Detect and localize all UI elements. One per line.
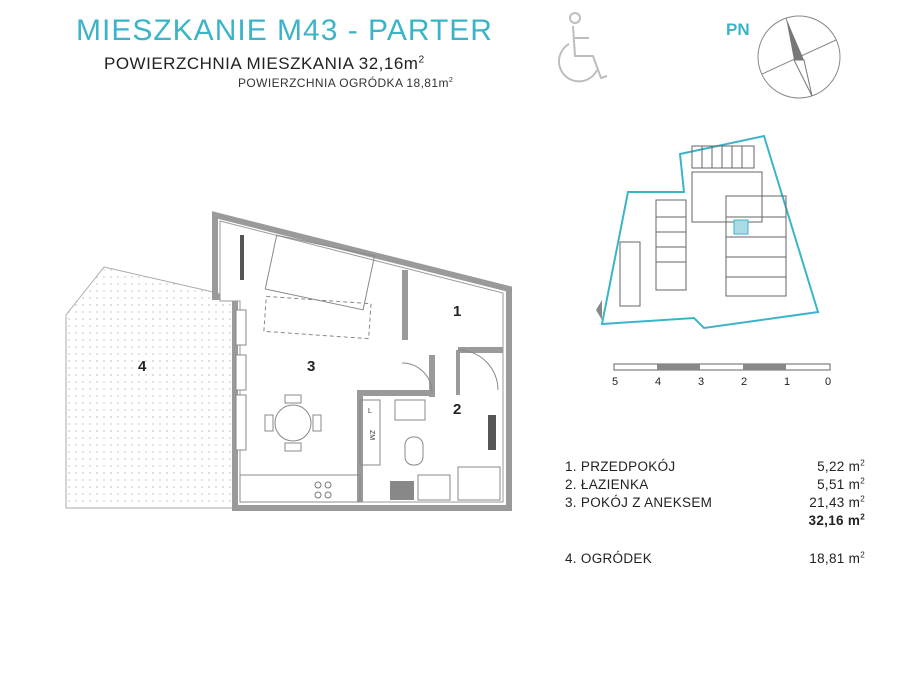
scale-label: 1 <box>784 376 791 388</box>
room-number-2: 2 <box>453 401 462 418</box>
fridge-label: L <box>368 408 372 415</box>
dishwasher-label: ZM <box>368 429 375 441</box>
legend-row: 2. ŁAZIENKA 5,51 $m^2$ <box>565 476 865 492</box>
legend-row: 1. PRZEDPOKÓJ 5,22 $m^2$ <box>565 458 865 474</box>
compass-icon <box>756 14 842 100</box>
room-legend <box>565 458 865 568</box>
garden-area: POWIERZCHNIA OGRÓDKA $18,81m^2$ <box>238 75 454 90</box>
garden-area-shape <box>66 267 235 508</box>
north-label: PN <box>726 20 750 39</box>
scale-label: 0 <box>825 376 832 388</box>
room-number-4: 4 <box>138 358 147 375</box>
room-number-3: 3 <box>307 358 316 375</box>
apartment-area: POWIERZCHNIA MIESZKANIA $32,16m^2$ <box>104 54 425 73</box>
room-number-1: 1 <box>453 303 462 320</box>
scale-label: 4 <box>655 376 662 388</box>
floor-plan <box>60 205 520 515</box>
legend-row: 3. POKÓJ Z ANEKSEM 21,43 $m^2$ <box>565 494 865 510</box>
site-key-plan <box>592 132 832 332</box>
scale-label: 3 <box>698 376 705 388</box>
scale-label: 5 <box>612 376 619 388</box>
legend-total: 32,16 $m^2$ <box>808 512 865 528</box>
legend-garden-row: 4. OGRÓDEK 18,81 $m^2$ <box>565 550 865 566</box>
scale-label: 2 <box>741 376 748 388</box>
scale-bar <box>614 362 830 372</box>
page-title: MIESZKANIE M43 - PARTER <box>76 14 493 47</box>
wheelchair-icon <box>555 8 615 98</box>
